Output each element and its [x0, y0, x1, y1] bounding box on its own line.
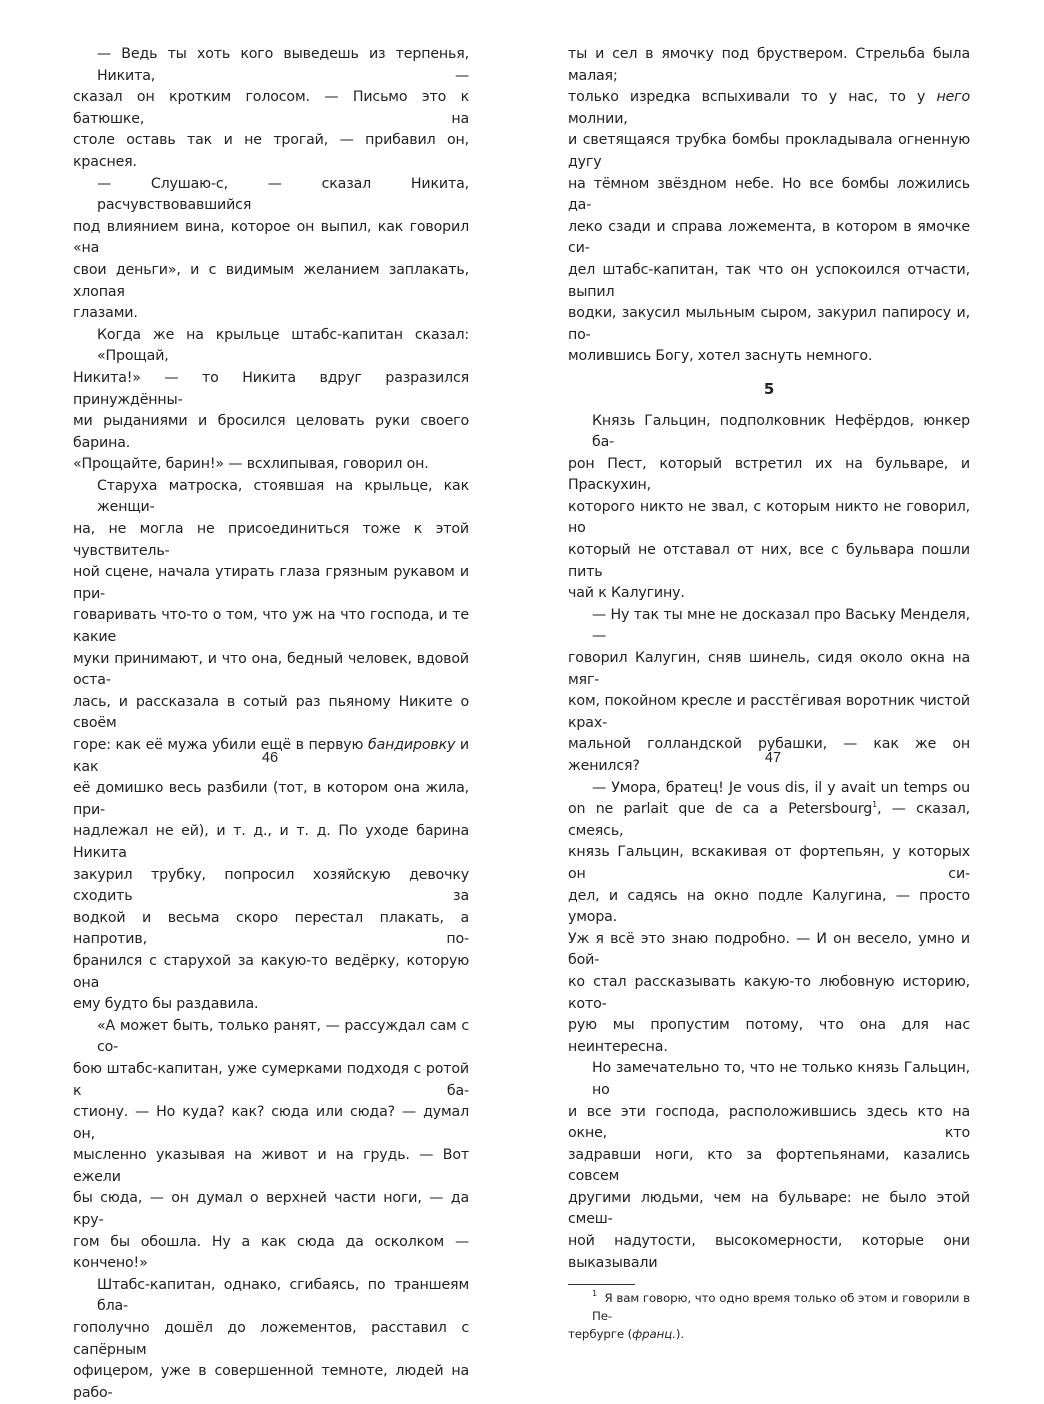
line-with-italic: только изредка вспыхивали то у нас, то у него молнии, — [568, 89, 970, 127]
right-page — [522, 0, 1044, 1342]
left-page-text — [73, 44, 469, 1404]
line-with-footnote: on ne parlait que de ca a Petersbourg$^1$, — сказал, смеясь, — [568, 800, 970, 839]
italic-term: бандировку — [368, 737, 456, 753]
right-page-text — [568, 44, 970, 1343]
footnote-number: 1 — [592, 1289, 597, 1299]
paragraph: Штабс-капитан, однако, сгибаясь, по траншеям бла- гополучно дошёл до ложементов, расставил с сапёрным офицером, уже в совершенной темноте, людей на рабо- — [73, 1276, 469, 1401]
paragraph: Князь Гальцин, подполковник Нефёрдов, юнкер ба- рон Пест, который встретил их на бульваре, и Праскухин, которого никто не звал, с которым никто не говорил, но который не отставал от них, все с бульвара пошли пить чай к Калугину. — [568, 412, 970, 602]
paragraph: «А может быть, только ранят, — рассуждал сам с со- бою штабс-капитан, уже сумерками подходя с ротой к ба- стиону. — Но куда? как? сюда или сюда? — думал он, мысленно указывая на живот и на грудь. — Вот ежели бы сюда, — он думал о верхней части ноги, — да кру- гом бы обошла. Ну а как сюда да осколком — кончено!» — [73, 1017, 469, 1272]
page-number: 47 — [764, 750, 782, 766]
paragraph: Когда же на крыльце штабс-капитан сказал: «Прощай, Никита!» — то Никита вдруг разразился принуждённы- ми рыданиями и бросился целовать руки своего барина. «Прощайте, барин!» — всхлипывая, говорил он. — [73, 326, 469, 473]
line-with-italic: горе: как её мужа убили ещё в первую бандировку и как — [73, 737, 469, 775]
italic-term: него — [936, 89, 970, 106]
footnote-divider — [568, 1284, 635, 1285]
paragraph: — Ну так ты мне не досказал про Ваську Менделя, — говорил Калугин, сняв шинель, сидя около окна на мяг- ком, покойном кресле и расстёгивая воротник чистой крах- мальной голландской рубашки, — как же он женился? — [568, 606, 970, 774]
left-page — [0, 0, 522, 1401]
page-number: 46 — [261, 750, 279, 766]
paragraph: Но замечательно то, что не только князь Гальцин, но и все эти господа, расположившись здесь кто на окне, кто задравши ноги, кто за фортепьянами, казались совсем другими людьми, чем на бульваре: не было этой смеш- ной надутости, высокомерности, которые они выказывали — [568, 1060, 970, 1271]
footnote: $^1$ Я вам говорю, что одно время только об этом и говорили в Пе- тербурге (франц.). — [568, 1289, 970, 1342]
chapter-heading: 5 — [763, 379, 775, 398]
paragraph: Старуха матроска, стоявшая на крыльце, как женщи- на, не могла не присоединиться тоже к этой чувствитель- ной сцене, начала утирать глаза грязным рукавом и при- говаривать что-то о том, что уж на что господа, и те какие муки принимают, и что она, бедный человек, вдовой оста- лась, и рассказала в сотый раз пьяному Никите о своём горе: как её мужа убили ещё в первую бандировку и как её домишко весь разбили (тот, в котором она жила, при- надлежал не ей), и т. д., и т. д. По уходе барина Никита закурил трубку, попросил хозяйскую девочку сходить за водкой и весьма скоро перестал плакать, а напротив, по- бранился с старухой за какую-то ведёрку, которую она ему будто бы раздавила. — [73, 477, 469, 1013]
footnote-marker[interactable]: 1 — [872, 800, 878, 810]
paragraph: — Ведь ты хоть кого выведешь из терпенья, Никита, — сказал он кротким голосом. — Письмо это к батюшке, на столе оставь так и не трогай, — прибавил он, краснея. — [73, 46, 469, 170]
paragraph: — Слушаю-с, — сказал Никита, расчувствовавшийся под влиянием вина, которое он выпил, как говорил «на свои деньги», и с видимым желанием заплакать, хлопая глазами. — [73, 175, 469, 322]
paragraph: ты и сел в ямочку под бруствером. Стрельба была малая; только изредка вспыхивали то у нас, то у него молнии, и светящаяся трубка бомбы прокладывала огненную дугу на тёмном звёздном небе. Но все бомбы ложились да- леко сзади и справа ложемента, в котором в ямочке си- дел штабс-капитан, так что он успокоился отчасти, выпил водки, закусил мыльным сыром, закурил папиросу и, по- молившись Богу, хотел заснуть немного. — [568, 46, 970, 365]
paragraph: — Умора, братец! Je vous dis, il y avait un temps ou on ne parlait que de ca a Petersbourg$^1$, — сказал, смеясь, князь Гальцин, вскакивая от фортепьян, у которых он си- дел, и садясь на окно подле Калугина, — просто умора. Уж я всё это знаю подробно. — И он весело, умно и бой- ко стал рассказывать какую-то любовную историю, кото- рую мы пропустим потому, что она для нас неинтересна. — [568, 779, 970, 1055]
